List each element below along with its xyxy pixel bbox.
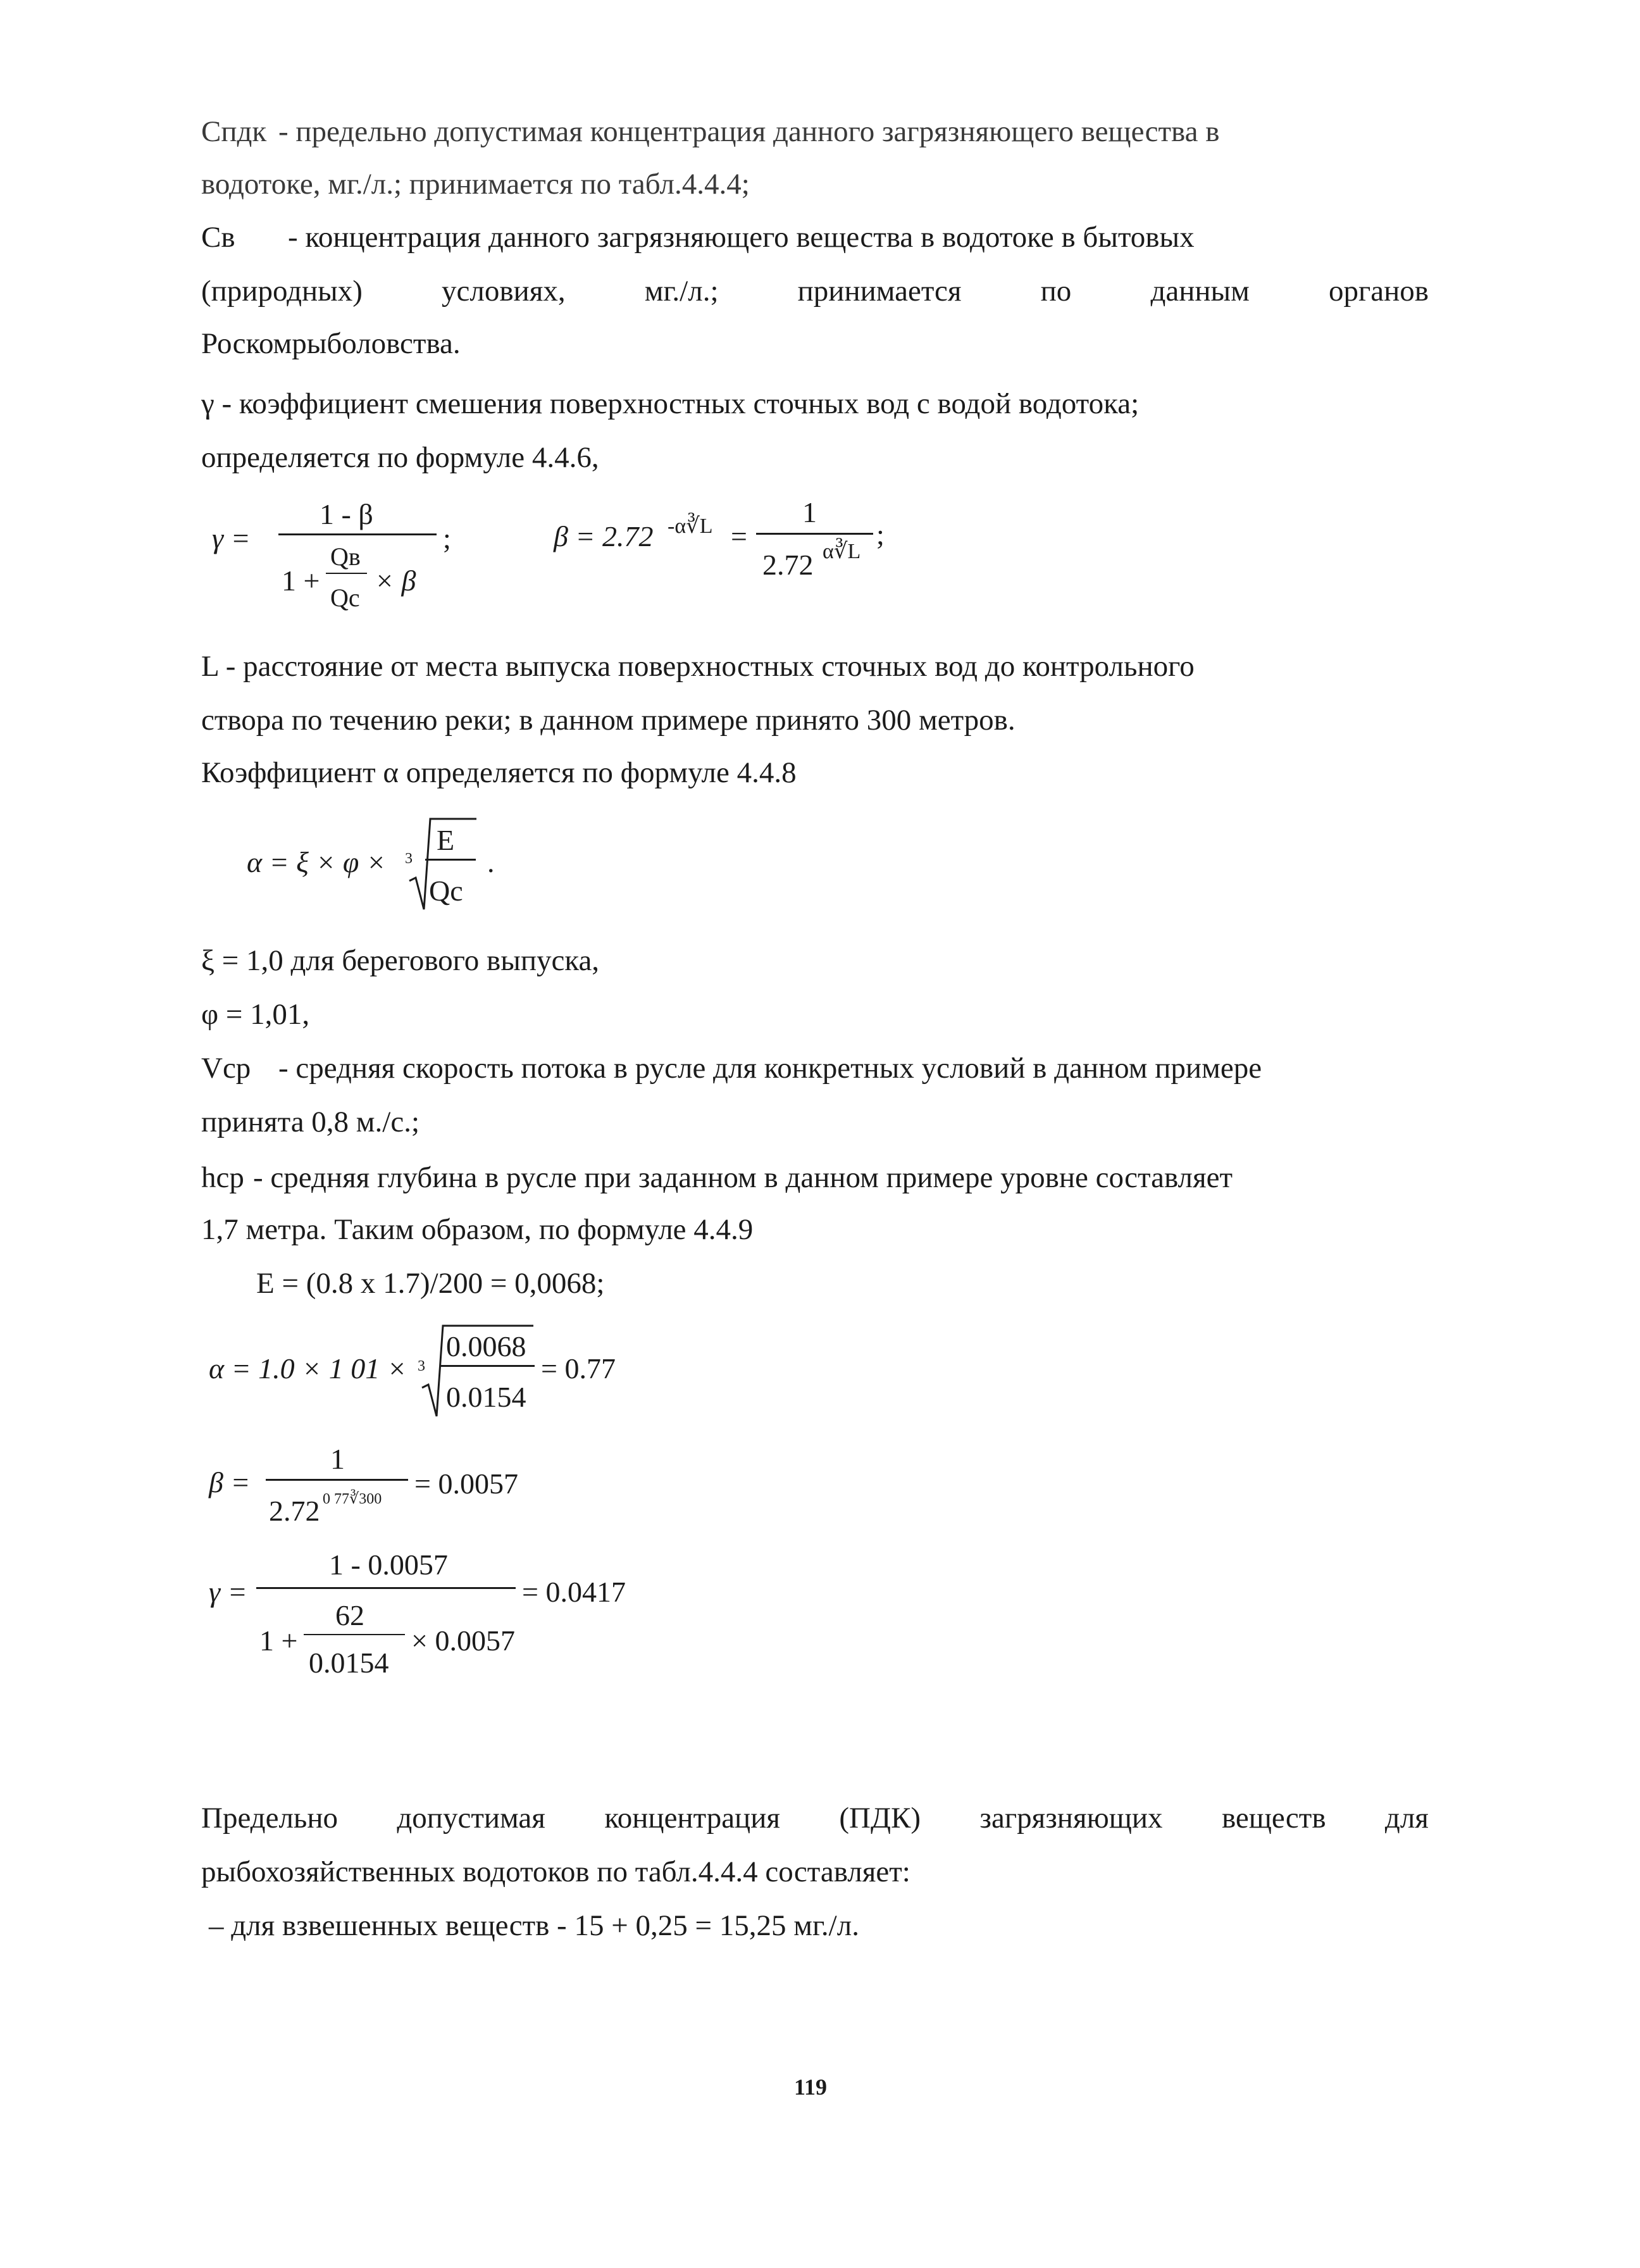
h-definition-line2: 1,7 метра. Таким образом, по формуле 4.4.9 bbox=[201, 1213, 754, 1246]
alpha-numerator: E bbox=[437, 824, 455, 856]
equals: = bbox=[731, 520, 747, 552]
word: веществ bbox=[1221, 1802, 1326, 1835]
gamma-calc-numerator: 1 - 0.0057 bbox=[329, 1548, 448, 1581]
fraction-bar bbox=[266, 1479, 408, 1481]
alpha-intro: Коэффициент α определяется по формуле 4.4.8 bbox=[201, 756, 797, 789]
gamma-definition: γ - коэффициент смешения поверхностных сточных вод с водой водотока; bbox=[201, 387, 1140, 420]
alpha-lhs: α = ξ × φ × bbox=[247, 846, 386, 878]
fraction-bar bbox=[425, 859, 476, 861]
word: (природных) bbox=[201, 275, 363, 308]
phi-line: φ = 1,01, bbox=[201, 998, 310, 1031]
alpha-calc-denominator: 0.0154 bbox=[446, 1381, 526, 1413]
word: принимается bbox=[797, 275, 962, 308]
word: допустимая bbox=[397, 1802, 545, 1835]
word: условиях, bbox=[442, 275, 566, 308]
beta-numerator: 1 bbox=[802, 496, 817, 528]
word: мг./л.; bbox=[644, 275, 719, 308]
gamma-lhs: γ = bbox=[212, 522, 251, 554]
word: для bbox=[1384, 1802, 1429, 1835]
word: (ПДК) bbox=[839, 1802, 921, 1835]
h-definition: - средняя глубина в русле при заданном в данном примере уровне составляет bbox=[253, 1161, 1233, 1194]
L-definition: L - расстояние от места выпуска поверхностных сточных вод до контрольного bbox=[201, 650, 1195, 683]
word: загрязняющих bbox=[979, 1802, 1163, 1835]
gamma-definition-line2: определяется по формуле 4.4.6, bbox=[201, 441, 599, 474]
pdk-intro-line2: рыбохозяйственных водотоков по табл.4.4.4 составляет: bbox=[201, 1855, 910, 1888]
word: Предельно bbox=[201, 1802, 338, 1835]
gamma-den-pre: 1 + bbox=[282, 564, 320, 597]
word: по bbox=[1040, 275, 1072, 308]
page-number: 119 bbox=[794, 2074, 828, 2100]
gamma-calc-den-post: × 0.0057 bbox=[411, 1624, 515, 1657]
beta-denominator: 2.72 bbox=[762, 549, 814, 581]
fraction-bar bbox=[256, 1587, 516, 1589]
word: органов bbox=[1329, 275, 1429, 308]
h-symbol: hср bbox=[201, 1161, 244, 1194]
alpha-calc-result: = 0.77 bbox=[541, 1352, 616, 1385]
fraction-bar bbox=[440, 1365, 535, 1367]
beta-calc-numerator: 1 bbox=[330, 1443, 345, 1475]
root-index: 3 bbox=[405, 850, 413, 867]
word: концентрация bbox=[604, 1802, 780, 1835]
xi-line: ξ = 1,0 для берегового выпуска, bbox=[201, 944, 600, 977]
L-definition-line2: створа по течению реки; в данном примере принято 300 метров. bbox=[201, 704, 1016, 737]
beta-calc-result: = 0.0057 bbox=[414, 1467, 518, 1500]
v-definition-line2: принята 0,8 м./с.; bbox=[201, 1106, 420, 1138]
semicolon: ; bbox=[876, 518, 885, 551]
beta-lhs: β = 2.72 bbox=[554, 520, 654, 552]
gamma-calc-den-den: 0.0154 bbox=[309, 1647, 389, 1679]
cpdk-symbol: Cпдк bbox=[201, 115, 267, 148]
period: . bbox=[487, 846, 495, 878]
gamma-calc-result: = 0.0417 bbox=[522, 1576, 626, 1608]
cb-definition: - концентрация данного загрязняющего вещества в водотоке в бытовых bbox=[288, 221, 1195, 254]
fraction-bar bbox=[304, 1634, 405, 1635]
gamma-den-num: Qв bbox=[330, 542, 361, 571]
beta-calc-den-exponent: 0 77∛300 bbox=[323, 1491, 382, 1507]
cpdk-definition-line2: водотоке, мг./л.; принимается по табл.4.4.4; bbox=[201, 168, 750, 201]
v-symbol: Vср bbox=[201, 1052, 251, 1085]
word: данным bbox=[1150, 275, 1250, 308]
e-calculation: E = (0.8 x 1.7)/200 = 0,0068; bbox=[256, 1267, 605, 1300]
bullet-suspended-solids: – для взвешенных веществ - 15 + 0,25 = 15,25 мг./л. bbox=[209, 1909, 859, 1942]
fraction-bar bbox=[756, 533, 873, 535]
v-definition: - средняя скорость потока в русле для конкретных условий в данном примере bbox=[278, 1052, 1262, 1085]
beta-den-exponent: α∛L bbox=[823, 540, 861, 563]
alpha-calc-numerator: 0.0068 bbox=[446, 1330, 526, 1362]
alpha-denominator: Qc bbox=[429, 875, 463, 907]
root-index: 3 bbox=[418, 1358, 425, 1374]
cb-symbol: Cв bbox=[201, 221, 235, 254]
pdk-intro bbox=[201, 1804, 1429, 1833]
gamma-calc-den-num: 62 bbox=[335, 1599, 364, 1631]
cpdk-definition: - предельно допустимая концентрация данного загрязняющего вещества в bbox=[278, 115, 1220, 148]
beta-calc-lhs: β = bbox=[209, 1466, 251, 1498]
beta-exponent: -α∛L bbox=[668, 514, 713, 538]
cb-definition-line3: Роскомрыболовства. bbox=[201, 327, 461, 360]
gamma-calc-den-pre: 1 + bbox=[259, 1624, 298, 1657]
fraction-bar bbox=[326, 573, 367, 574]
semicolon: ; bbox=[443, 522, 451, 554]
gamma-den-den: Qc bbox=[330, 583, 360, 612]
gamma-den-post: × β bbox=[375, 564, 416, 597]
alpha-calc-lhs: α = 1.0 × 1 01 × bbox=[209, 1352, 407, 1385]
gamma-numerator: 1 - β bbox=[320, 498, 373, 530]
cb-definition-line2 bbox=[201, 277, 1429, 306]
gamma-calc-lhs: γ = bbox=[209, 1576, 247, 1608]
beta-calc-denominator: 2.72 bbox=[269, 1495, 320, 1527]
fraction-bar bbox=[278, 533, 437, 535]
